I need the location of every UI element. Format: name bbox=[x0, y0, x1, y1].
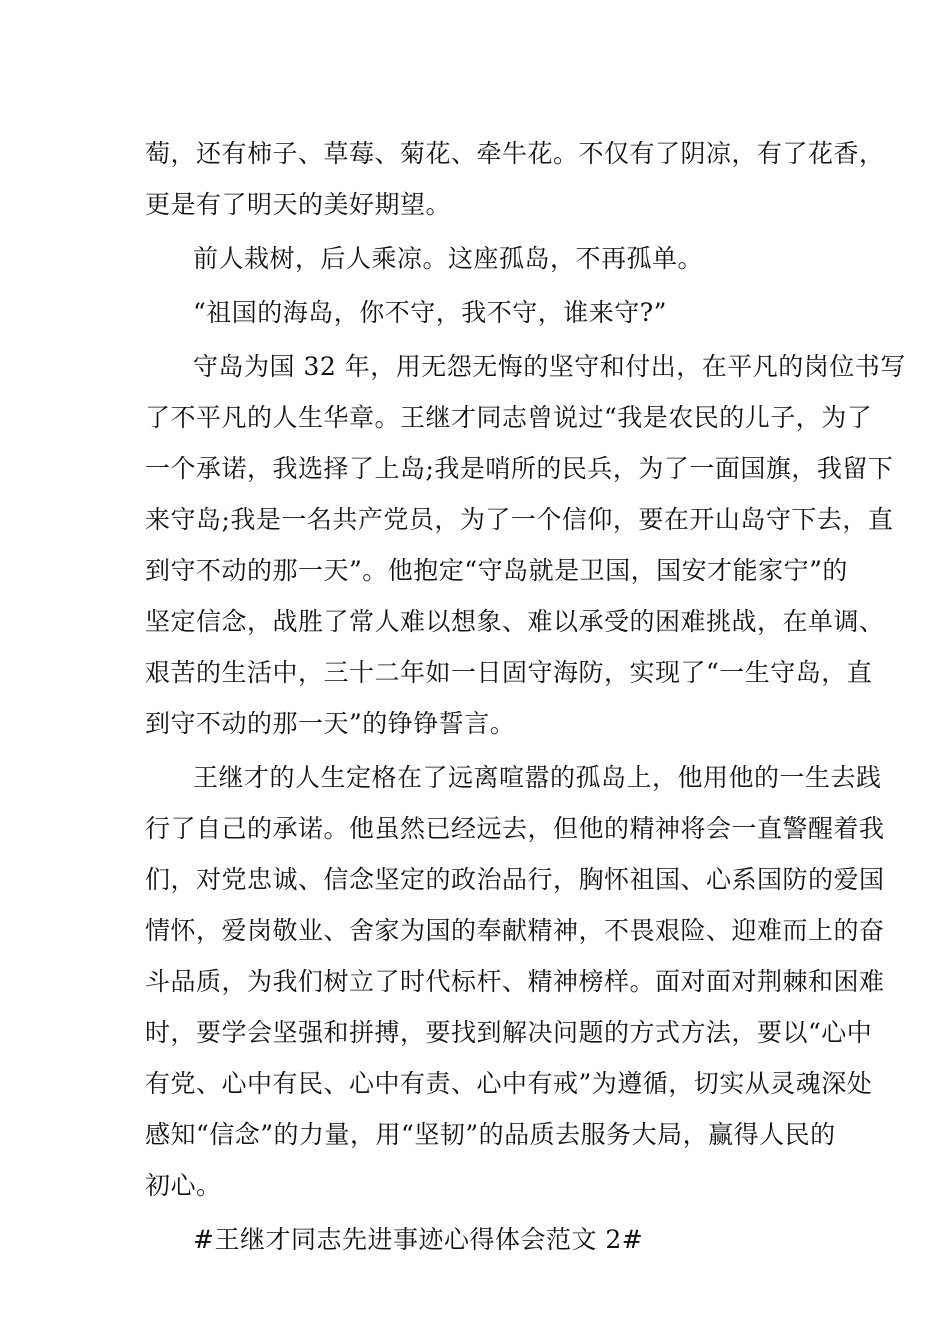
text-line: 来守岛;我是一名共产党员，为了一个信仰，要在开山岛守下去，直 bbox=[145, 505, 894, 534]
text-line: 斗品质，为我们树立了时代标杆、精神榜样。面对面对荆棘和困难 bbox=[145, 967, 885, 996]
document-body bbox=[145, 128, 906, 1265]
text-line: “祖国的海岛，你不守，我不守，谁来守?” bbox=[193, 298, 667, 327]
section-heading-text: #王继才同志先进事迹心得体会范文 2# bbox=[193, 1225, 644, 1254]
text-line: 坚定信念，战胜了常人难以想象、难以承受的困难挑战，在单调、 bbox=[145, 607, 885, 636]
paragraph-4 bbox=[145, 341, 906, 749]
paragraph-2 bbox=[145, 233, 810, 284]
text-line: 王继才的人生定格在了远离喧嚣的孤岛上，他用他的一生去践 bbox=[193, 763, 882, 792]
text-line: 情怀，爱岗敬业、舍家为国的奉献精神，不畏艰险、迎难而上的奋 bbox=[145, 916, 885, 945]
text-line: 了不平凡的人生华章。王继才同志曾说过“我是农民的儿子，为了 bbox=[145, 403, 873, 432]
text-line: 初心。 bbox=[145, 1171, 222, 1200]
text-line: 艰苦的生活中，三十二年如一日固守海防，实现了“一生守岛，直 bbox=[145, 658, 873, 687]
text-line: 前人栽树，后人乘凉。这座孤岛，不再孤单。 bbox=[193, 244, 704, 273]
text-line: 萄，还有柿子、草莓、菊花、牵牛花。不仅有了阴凉，有了花香， bbox=[145, 139, 885, 168]
text-line: 更是有了明天的美好期望。 bbox=[145, 190, 452, 219]
text-line: 到守不动的那一天”的铮铮誓言。 bbox=[145, 709, 516, 738]
paragraph-1 bbox=[145, 128, 885, 230]
text-line: 行了自己的承诺。他虽然已经远去，但他的精神将会一直警醒着我 bbox=[145, 814, 885, 843]
text-line: 守岛为国 32 年，用无怨无悔的坚守和付出，在平凡的岗位书写 bbox=[193, 352, 906, 381]
paragraph-5 bbox=[145, 752, 885, 1211]
text-line: 们，对党忠诚、信念坚定的政治品行，胸怀祖国、心系国防的爱国 bbox=[145, 865, 885, 894]
text-line: 到守不动的那一天”。他抱定“守岛就是卫国，国安才能家宁”的 bbox=[145, 556, 848, 585]
text-line: 有党、心中有民、心中有责、心中有戒”为遵循，切实从灵魂深处 bbox=[145, 1069, 873, 1098]
paragraph-3 bbox=[145, 287, 810, 338]
text-line: 感知“信念”的力量，用“坚韧”的品质去服务大局，赢得人民的 bbox=[145, 1120, 836, 1149]
text-line: 时，要学会坚强和拼搏，要找到解决问题的方式方法，要以“心中 bbox=[145, 1018, 873, 1047]
text-line: 一个承诺，我选择了上岛;我是哨所的民兵，为了一面国旗，我留下 bbox=[145, 454, 894, 483]
section-heading bbox=[145, 1214, 810, 1265]
